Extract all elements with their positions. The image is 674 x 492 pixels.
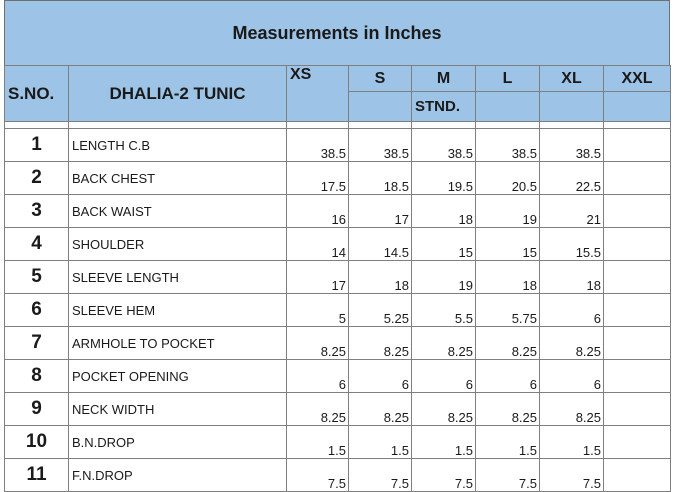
measurement-value: 15.5	[540, 228, 604, 261]
measurement-name: POCKET OPENING	[69, 360, 287, 393]
measurement-value: 8.25	[287, 393, 349, 426]
size-header-xl: XL	[540, 66, 604, 92]
row-number: 6	[5, 294, 69, 327]
measurement-value: 22.5	[540, 162, 604, 195]
measurement-value: 15	[412, 228, 476, 261]
measurement-value	[604, 294, 671, 327]
sno-header: S.NO.	[5, 66, 69, 122]
measurement-value: 38.5	[476, 129, 540, 162]
measurement-name: SLEEVE LENGTH	[69, 261, 287, 294]
table-row	[5, 426, 671, 459]
measurement-table	[4, 65, 671, 492]
measurement-value: 17.5	[287, 162, 349, 195]
measurement-value: 6	[349, 360, 412, 393]
measurement-value: 6	[476, 360, 540, 393]
measurement-value: 17	[287, 261, 349, 294]
row-number: 2	[5, 162, 69, 195]
measurement-value: 8.25	[412, 327, 476, 360]
measurement-value: 19	[412, 261, 476, 294]
measurement-value: 8.25	[287, 327, 349, 360]
table-row	[5, 228, 671, 261]
measurement-value: 5.75	[476, 294, 540, 327]
measurement-value: 18.5	[349, 162, 412, 195]
measurement-name: ARMHOLE TO POCKET	[69, 327, 287, 360]
table-row	[5, 360, 671, 393]
row-number: 7	[5, 327, 69, 360]
header-subcell	[476, 92, 540, 122]
measurement-value: 8.25	[349, 327, 412, 360]
size-header-s: S	[349, 66, 412, 92]
measurement-value: 18	[349, 261, 412, 294]
sheet-title: Measurements in Inches	[232, 23, 442, 43]
measurement-value: 16	[287, 195, 349, 228]
measurement-value	[604, 195, 671, 228]
measurement-value	[604, 261, 671, 294]
measurement-name: BACK CHEST	[69, 162, 287, 195]
measurement-value: 7.5	[540, 459, 604, 492]
measurement-name: B.N.DROP	[69, 426, 287, 459]
measurement-value	[604, 360, 671, 393]
measurement-value: 14.5	[349, 228, 412, 261]
row-number: 9	[5, 393, 69, 426]
measurement-value: 1.5	[349, 426, 412, 459]
measurement-value	[604, 129, 671, 162]
size-header-l: L	[476, 66, 540, 92]
measurement-value: 7.5	[412, 459, 476, 492]
measurement-value	[604, 228, 671, 261]
spacer-row	[5, 122, 671, 129]
measurement-name: F.N.DROP	[69, 459, 287, 492]
standard-size-note: STND.	[412, 92, 476, 122]
table-row	[5, 129, 671, 162]
measurement-value: 18	[412, 195, 476, 228]
size-header-m: M	[412, 66, 476, 92]
header-subcell	[540, 92, 604, 122]
size-header-xs: XS	[287, 66, 349, 122]
measurement-value: 6	[287, 360, 349, 393]
measurement-value: 8.25	[540, 393, 604, 426]
style-header: DHALIA-2 TUNIC	[69, 66, 287, 122]
table-row	[5, 327, 671, 360]
measurement-value: 18	[540, 261, 604, 294]
row-number: 8	[5, 360, 69, 393]
row-number: 11	[5, 459, 69, 492]
measurement-value: 1.5	[476, 426, 540, 459]
measurement-value: 14	[287, 228, 349, 261]
measurement-value	[604, 426, 671, 459]
measurement-name: SHOULDER	[69, 228, 287, 261]
table-row	[5, 294, 671, 327]
measurement-value: 7.5	[287, 459, 349, 492]
header-row	[5, 66, 671, 92]
measurement-value	[604, 162, 671, 195]
measurement-name: SLEEVE HEM	[69, 294, 287, 327]
measurement-value: 18	[476, 261, 540, 294]
measurement-value: 38.5	[349, 129, 412, 162]
measurement-value: 38.5	[540, 129, 604, 162]
table-row	[5, 195, 671, 228]
table-row	[5, 162, 671, 195]
measurement-value: 8.25	[412, 393, 476, 426]
header-subcell	[349, 92, 412, 122]
measurement-value: 38.5	[287, 129, 349, 162]
row-number: 1	[5, 129, 69, 162]
measurement-value: 19	[476, 195, 540, 228]
row-number: 3	[5, 195, 69, 228]
measurement-value: 19.5	[412, 162, 476, 195]
measurement-value: 5.5	[412, 294, 476, 327]
measurement-name: LENGTH C.B	[69, 129, 287, 162]
table-row	[5, 393, 671, 426]
measurement-value: 20.5	[476, 162, 540, 195]
measurement-value	[604, 459, 671, 492]
measurement-value: 6	[412, 360, 476, 393]
table-row	[5, 261, 671, 294]
measurement-value: 8.25	[476, 393, 540, 426]
title-band	[4, 0, 670, 66]
measurement-value: 5	[287, 294, 349, 327]
measurement-name: NECK WIDTH	[69, 393, 287, 426]
row-number: 10	[5, 426, 69, 459]
measurement-value: 1.5	[540, 426, 604, 459]
measurement-value: 1.5	[412, 426, 476, 459]
measurement-value: 21	[540, 195, 604, 228]
measurement-name: BACK WAIST	[69, 195, 287, 228]
measurement-value: 8.25	[540, 327, 604, 360]
header-subcell	[604, 92, 671, 122]
size-header-xxl: XXL	[604, 66, 671, 92]
measurement-value: 17	[349, 195, 412, 228]
measurement-value: 6	[540, 360, 604, 393]
row-number: 5	[5, 261, 69, 294]
measurement-value: 8.25	[349, 393, 412, 426]
measurement-value: 8.25	[476, 327, 540, 360]
measurement-value	[604, 327, 671, 360]
measurement-value: 6	[540, 294, 604, 327]
measurement-value: 7.5	[476, 459, 540, 492]
row-number: 4	[5, 228, 69, 261]
measurement-value: 7.5	[349, 459, 412, 492]
measurement-value: 38.5	[412, 129, 476, 162]
measurement-value: 1.5	[287, 426, 349, 459]
measurement-value	[604, 393, 671, 426]
measurement-value: 15	[476, 228, 540, 261]
measurement-value: 5.25	[349, 294, 412, 327]
table-row	[5, 459, 671, 492]
